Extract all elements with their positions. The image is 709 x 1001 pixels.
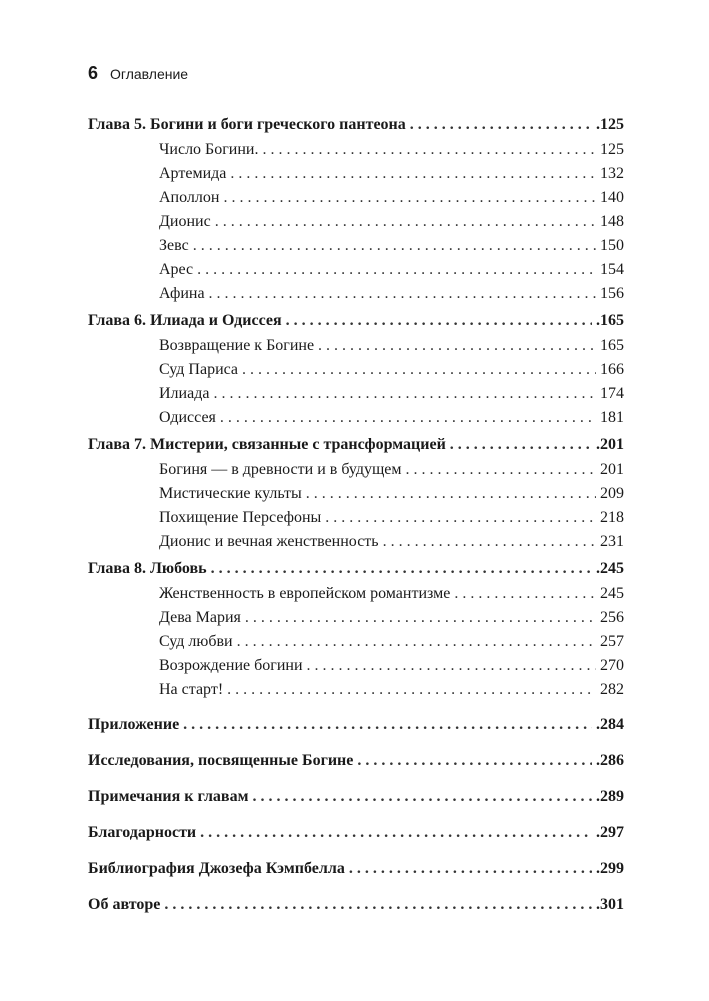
toc-section-title: Афина [159,285,205,302]
toc-section[interactable] [88,530,624,554]
toc-page-number: 209 [600,485,624,502]
page-number: 6 [88,63,99,83]
dot-leader [245,606,596,630]
toc-chapter-7[interactable] [88,432,624,458]
toc-section[interactable] [88,582,624,606]
toc-page-number: .299 [596,860,624,877]
toc-page-number: .125 [596,116,624,133]
toc-section-title: Дева Мария [159,609,241,626]
toc-chapter-5[interactable] [88,112,624,138]
toc-section-title: Число Богини. [159,141,259,158]
toc-section-title: Возрождение богини [159,657,303,674]
dot-leader [220,406,596,430]
toc-page-number: 245 [600,585,624,602]
toc-page-number: 125 [600,141,624,158]
toc-chapter-title: Глава 6. Илиада и Одиссея [88,312,282,329]
dot-leader [227,678,596,702]
toc-section[interactable] [88,162,624,186]
dot-leader [211,556,592,582]
toc-section[interactable] [88,234,624,258]
toc-page-number: .201 [596,436,624,453]
toc-page-number: 257 [600,633,624,650]
dot-leader [252,784,592,810]
toc-page-number: 201 [600,461,624,478]
toc-bibliography[interactable] [88,856,624,882]
toc-page-number: 181 [600,409,624,426]
dot-leader [450,432,592,458]
dot-leader [230,162,596,186]
toc-page-number: 165 [600,337,624,354]
dot-leader [383,530,596,554]
toc-page-number: 132 [600,165,624,182]
dot-leader [197,258,596,282]
toc-section[interactable] [88,606,624,630]
toc-page-number: 148 [600,213,624,230]
toc-page-number: 218 [600,509,624,526]
toc-chapter-6[interactable] [88,308,624,334]
toc-entry-title: Примечания к главам [88,788,249,805]
toc-page-number: .297 [596,824,624,841]
page-header [88,63,188,84]
toc-section[interactable] [88,210,624,234]
toc-section[interactable] [88,406,624,430]
toc-entry-title: Приложение [88,716,180,733]
running-title: Оглавление [110,66,189,82]
toc-section[interactable] [88,334,624,358]
dot-leader [262,138,596,162]
toc-acknowledgements[interactable] [88,820,624,846]
toc-section-title: Дионис и вечная женственность [159,533,379,550]
toc-section-title: Возвращение к Богине [159,337,315,354]
toc-section[interactable] [88,678,624,702]
toc-section-title: Зевс [159,237,189,254]
toc-section[interactable] [88,630,624,654]
dot-leader [164,892,592,918]
toc-section-title: На старт! [159,681,224,698]
dot-leader [307,654,596,678]
toc-section[interactable] [88,382,624,406]
toc-chapter-title: Глава 7. Мистерии, связанные с трансформацией [88,436,446,453]
dot-leader [200,820,592,846]
dot-leader [183,712,592,738]
toc-section-title: Мистические культы [159,485,302,502]
dot-leader [349,856,592,882]
toc-section-title: Дионис [159,213,211,230]
toc-section-title: Артемида [159,165,227,182]
toc-section-title: Суд любви [159,633,233,650]
toc-section[interactable] [88,506,624,530]
toc-page-number: 270 [600,657,624,674]
toc-page-number: 166 [600,361,624,378]
dot-leader [213,382,596,406]
toc-page-number: 231 [600,533,624,550]
toc-chapter-title: Глава 5. Богини и боги греческого пантеона [88,116,406,133]
toc-section[interactable] [88,458,624,482]
toc-page-number: .245 [596,560,624,577]
toc-section-title: Женственность в европейском романтизме [159,585,451,602]
dot-leader [410,112,592,138]
toc-page-number: 150 [600,237,624,254]
toc-section-title: Илиада [159,385,210,402]
dot-leader [237,630,596,654]
dot-leader [215,210,596,234]
toc-section[interactable] [88,482,624,506]
dot-leader [223,186,596,210]
toc-page-number: 154 [600,261,624,278]
toc-page-number: .289 [596,788,624,805]
toc-about-author[interactable] [88,892,624,918]
toc-section-title: Суд Париса [159,361,239,378]
dot-leader [193,234,596,258]
toc-section[interactable] [88,138,624,162]
toc-page-number: .301 [596,896,624,913]
toc-section-title: Богиня — в древности и в будущем [159,461,402,478]
toc-section-title: Похищение Персефоны [159,509,322,526]
toc-section-title: Аполлон [159,189,220,206]
dot-leader [454,582,596,606]
toc-entry-title: Исследования, посвященные Богине [88,752,354,769]
dot-leader [286,308,592,334]
toc-page-number: 174 [600,385,624,402]
toc-page-number: .165 [596,312,624,329]
toc-section-title: Арес [159,261,194,278]
toc-page-number: 140 [600,189,624,206]
dot-leader [209,282,596,306]
toc-page-number: 156 [600,285,624,302]
toc-page-number: 256 [600,609,624,626]
toc-section[interactable] [88,654,624,678]
dot-leader [306,482,596,506]
dot-leader [242,358,596,382]
toc-chapter-notes[interactable] [88,784,624,810]
toc-section[interactable] [88,186,624,210]
toc-entry-title: Благодарности [88,824,197,841]
toc-chapter-8[interactable] [88,556,624,582]
dot-leader [318,334,596,358]
dot-leader [406,458,596,482]
dot-leader [325,506,596,530]
toc-section[interactable] [88,282,624,306]
toc-page-number: 282 [600,681,624,698]
toc-goddess-research[interactable] [88,748,624,774]
toc-section[interactable] [88,358,624,382]
toc-page-number: .286 [596,752,624,769]
toc-chapter-title: Глава 8. Любовь [88,560,207,577]
toc-appendix[interactable] [88,712,624,738]
toc-section[interactable] [88,258,624,282]
dot-leader [357,748,592,774]
toc-section-title: Одиссея [159,409,216,426]
toc-page-number: .284 [596,716,624,733]
table-of-contents [88,112,624,918]
toc-entry-title: Библиография Джозефа Кэмпбелла [88,860,345,877]
toc-entry-title: Об авторе [88,896,161,913]
